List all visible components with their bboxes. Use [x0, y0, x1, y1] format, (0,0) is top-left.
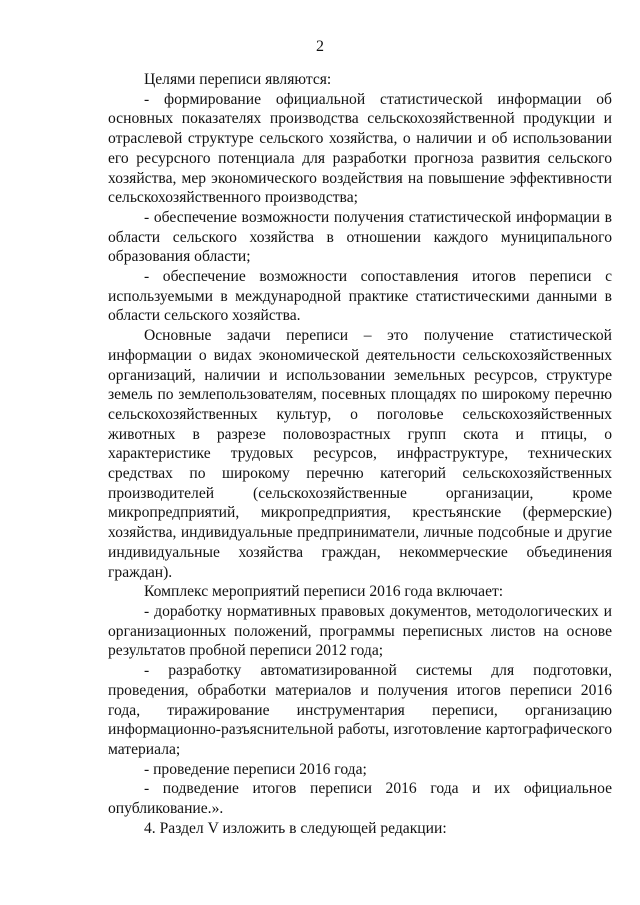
paragraph-goal-international-comparison: - обеспечение возможности сопоставления итогов переписи с используемыми в международной практике статистическими данными в области сельского хозяйства.	[108, 268, 612, 325]
paragraph-main-tasks: Основные задачи переписи – это получение статистической информации о видах экономической деятельности сельскохозяйственных организаций, наличии и использовании земельных ресурсов, структуре земель по землепользователям, посевных площадях по широкому перечню сельскохозяйственных культур, о поголовье сельскохозяйственных животных в разрезе половозрастных групп скота и птицы, о характеристике трудовых ресурсов, инфраструктуре, технических средствах по широкому перечню категорий сельскохозяйственных производителей (сельскохозяйственные организации, кроме микропредприятий, микропредприятия, крестьянские (фермерские) хозяйства, индивидуальные предприниматели, личные подсобные и другие индивидуальные хозяйства граждан, некоммерческие объединения граждан).	[108, 327, 612, 581]
paragraph-measure-regulations: - доработку нормативных правовых документов, методологических и организационных положений, программы переписных листов на основе результатов пробной переписи 2012 года;	[108, 602, 612, 660]
document-body	[108, 70, 612, 838]
paragraph-goal-official-statistics: - формирование официальной статистической информации об основных показателях производства сельскохозяйственной продукции и отраслевой структуре сельского хозяйства, о наличии и об использовании его ресурсного потенциала для разработки прогноза развития сельского хозяйства, мер экономического воздействия на повышение эффективности сельскохозяйственного производства;	[108, 90, 612, 207]
paragraph-section-v: 4. Раздел V изложить в следующей редакции:	[144, 819, 447, 837]
paragraph-measure-publication: - подведение итогов переписи 2016 года и их официальное опубликование.».	[108, 780, 612, 818]
paragraph-goal-municipal-statistics: - обеспечение возможности получения статистической информации в области сельского хозяйства в отношении каждого муниципального образования области;	[108, 208, 612, 266]
page-number: 2	[316, 38, 324, 55]
paragraph-measure-conduct: - проведение переписи 2016 года;	[144, 760, 367, 778]
paragraph-goals-intro: Целями переписи являются:	[144, 71, 332, 88]
paragraph-measures-intro: Комплекс мероприятий переписи 2016 года включает:	[144, 583, 504, 601]
paragraph-measure-automation: - разработку автоматизированной системы для подготовки, проведения, обработки материалов и получения итогов переписи 2016 года, тиражирование инструментария переписи, организацию информационно-разъяснительной работы, изготовление картографического материала;	[108, 662, 612, 758]
